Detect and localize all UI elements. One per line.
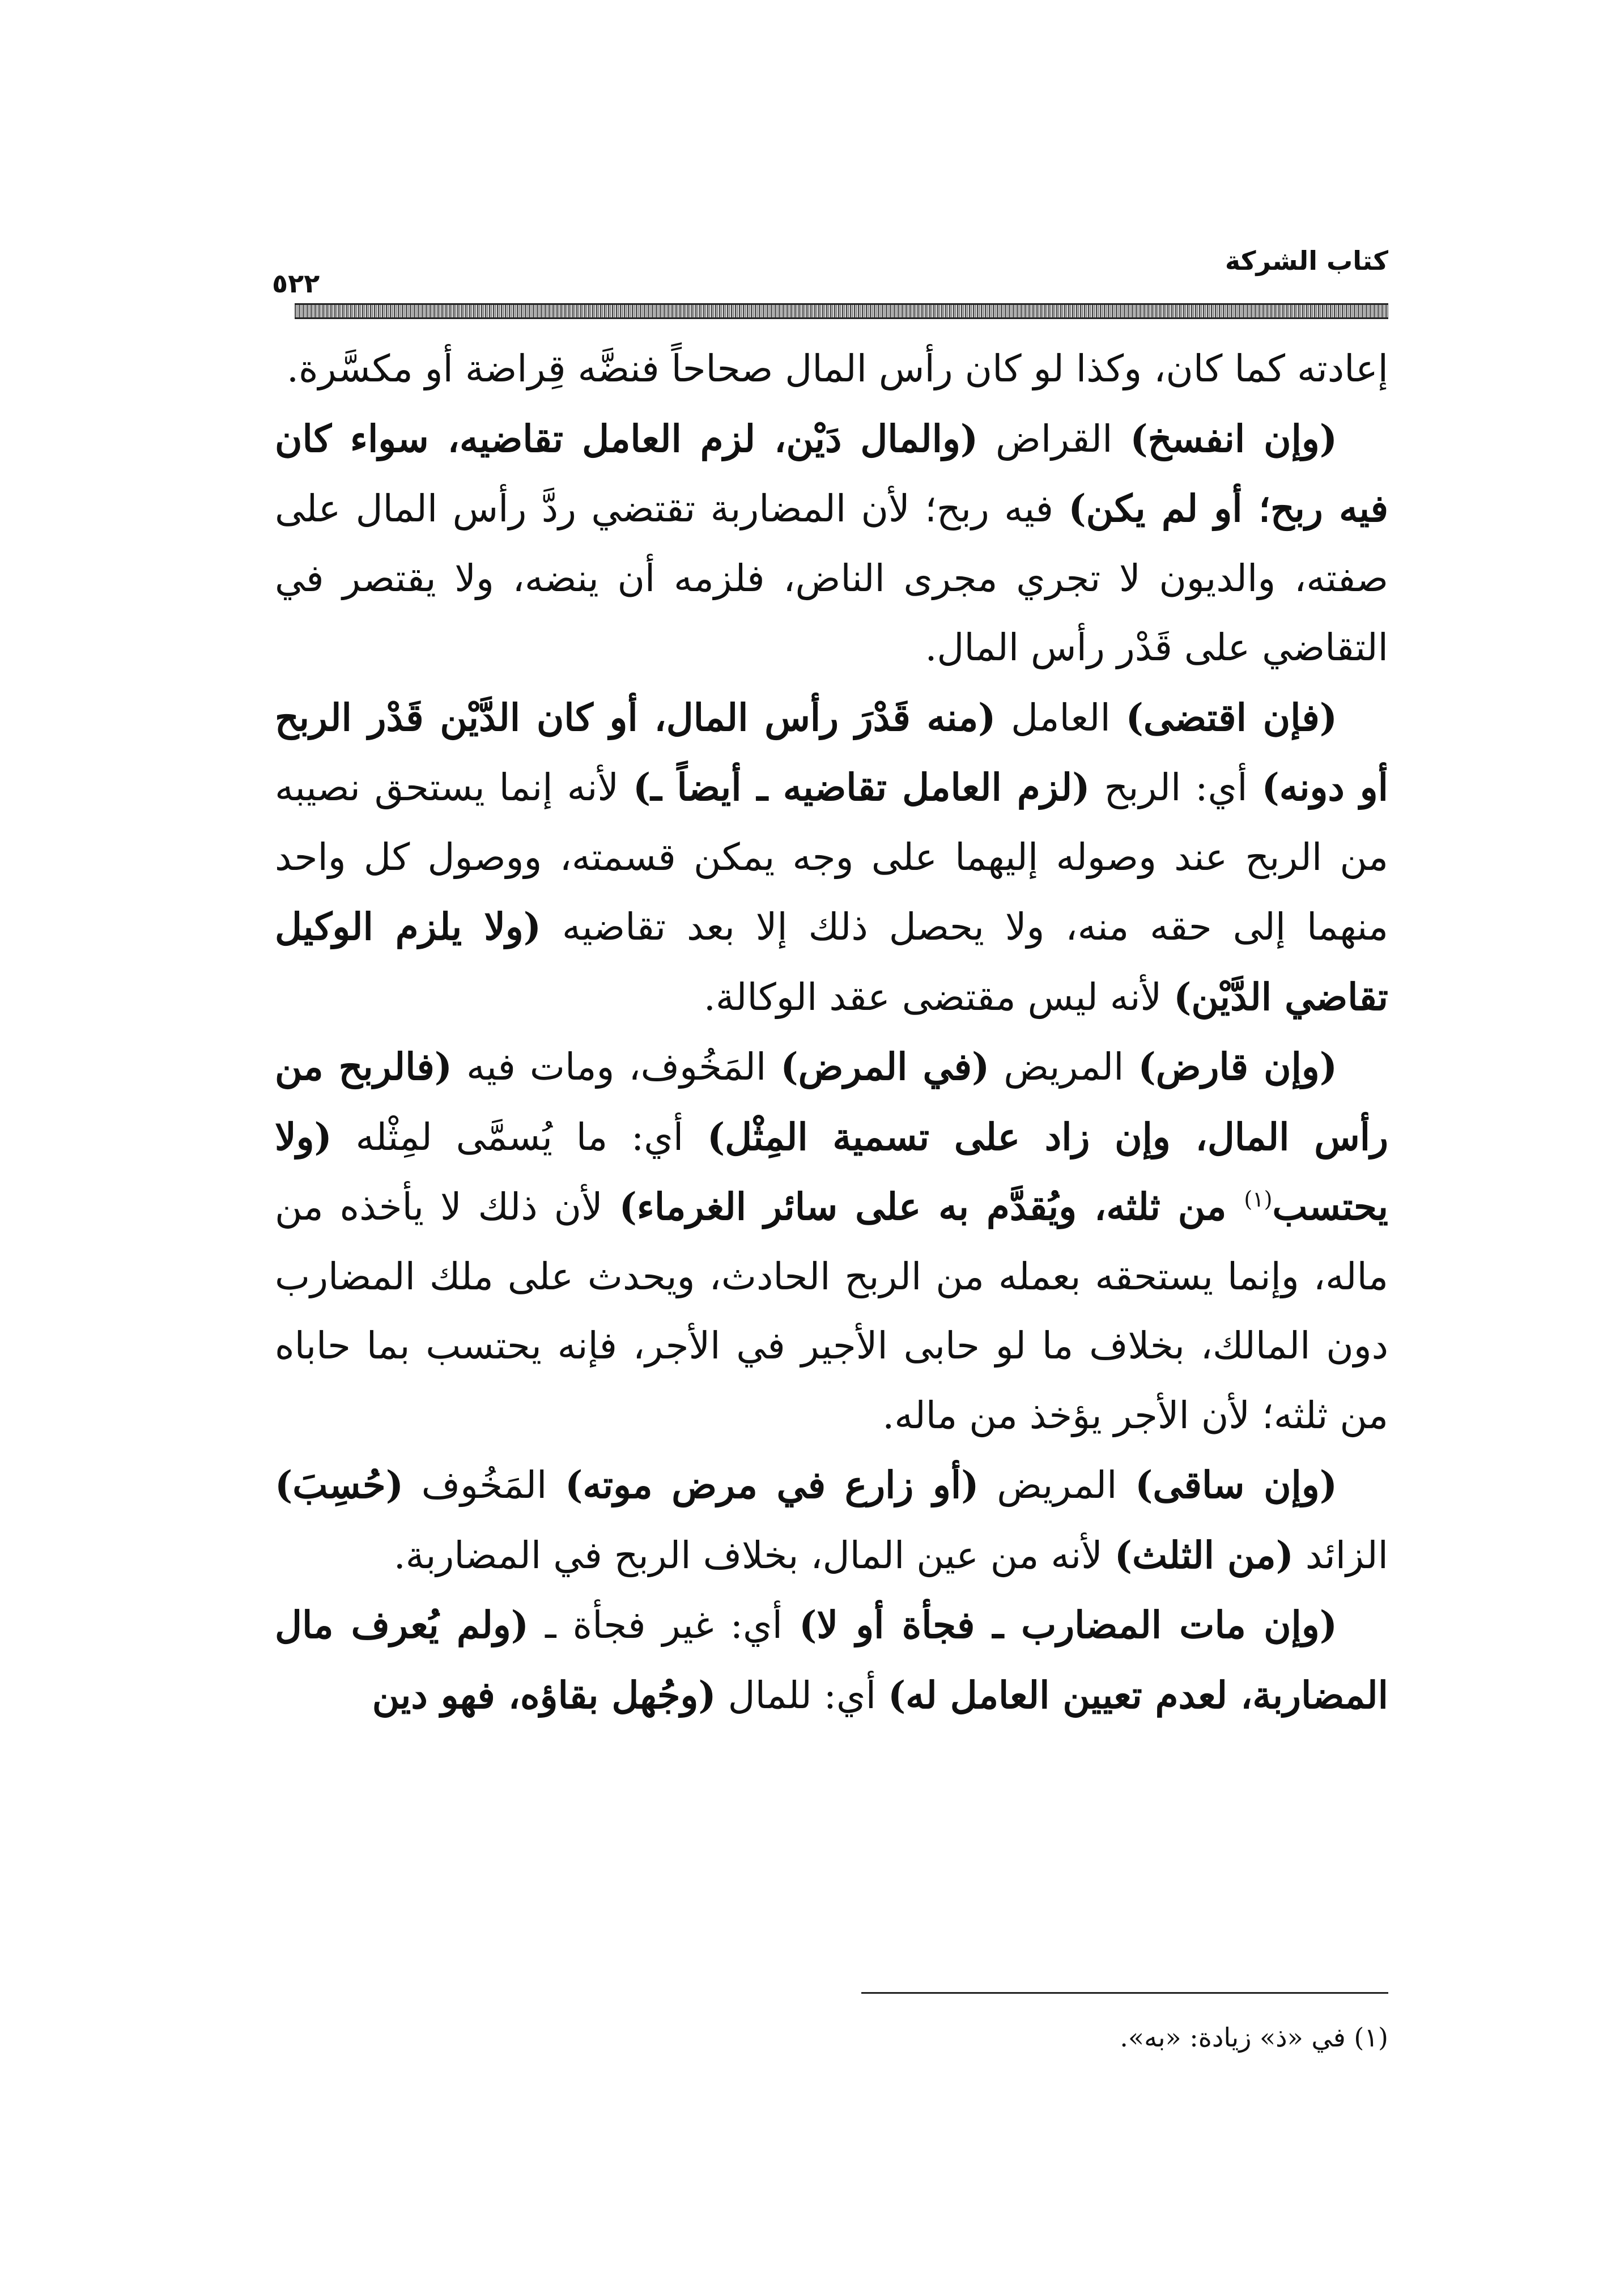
paragraph-6 — [275, 1590, 1388, 1730]
sharh-segment: المريض — [989, 1045, 1138, 1089]
main-text — [275, 334, 1388, 1730]
sharh-segment: المَخُوف — [403, 1463, 566, 1507]
matn-segment: (وإن انفسخ) — [1130, 416, 1338, 461]
matn-segment: (ولا يلزم الوكيل تقاضي الدَّيْن) — [275, 905, 1388, 1019]
sharh-segment: أي: ما يُسمَّى لمِثْله — [331, 1115, 707, 1159]
sharh-segment: المَخُوف، ومات فيه — [452, 1045, 781, 1089]
sharh-segment: الزائد — [1293, 1533, 1388, 1577]
sharh-segment: لأنه من عين المال، بخلاف الربح في المضاربة. — [393, 1533, 1115, 1577]
sharh-segment: لأنه إنما يستحق نصيبه من الربح عند وصوله إليهما على وجه يمكن قسمته، ووصول كل واحد منهما إلى حقه منه، ولا يحصل ذلك إلا بعد تقاضيه — [275, 766, 1388, 949]
sharh-segment: لأن ذلك لا يأخذه من ماله، وإنما يستحقه بعمله من الربح الحادث، ويحدث على ملك المضارب دون المالك، بخلاف ما لو حابى الأجير في الأجر، فإنه يحتسب بما حاباه من ثلثه؛ لأن الأجر يؤخذ من ماله. — [275, 1185, 1388, 1437]
matn-segment: (ولم يُعرف مال المضاربة، لعدم تعيين العامل له) — [275, 1603, 1388, 1717]
footnote-reference: (١) — [1244, 1187, 1273, 1212]
matn-segment: من ثلثه، ويُقدَّم به على سائر الغرماء) — [619, 1184, 1244, 1229]
paragraph-5 — [275, 1450, 1388, 1590]
sharh-segment: أي: للمال — [716, 1673, 888, 1717]
header-rule — [295, 303, 1388, 319]
matn-segment: (لزم العامل تقاضيه ـ أيضاً ـ) — [632, 765, 1090, 809]
matn-segment: (وإن مات المضارب ـ فجأة أو لا) — [799, 1603, 1337, 1647]
footnote-1: (١) في «ذ» زيادة: «به». — [1120, 2022, 1388, 2053]
sharh-segment: العامل — [996, 695, 1126, 740]
matn-segment: (من الثلث) — [1114, 1532, 1294, 1577]
sharh-segment: المريض — [979, 1463, 1136, 1507]
paragraph-4 — [275, 1032, 1388, 1450]
sharh-segment: أي: الربح — [1090, 766, 1262, 809]
footnote-separator — [861, 1992, 1388, 1994]
matn-segment: (فالربح من رأس المال، وإن زاد على تسمية المِثْل) — [275, 1044, 1389, 1159]
paragraph-1 — [275, 334, 1388, 404]
page-header — [272, 244, 1388, 300]
paragraph-2 — [275, 404, 1388, 683]
matn-segment: (أو زارع في مرض موته) — [565, 1463, 979, 1507]
matn-segment: (وإن قارض) — [1138, 1044, 1338, 1089]
matn-segment: (حُسِبَ) — [275, 1463, 403, 1507]
matn-segment: (منه قَدْرَ رأس المال، أو كان الدَّيْن قَدْر الربح أو دونه) — [275, 695, 1388, 809]
sharh-segment: فيه ربح؛ لأن المضاربة تقتضي ردَّ رأس المال على صفته، والديون لا تجري مجرى الناض، فلزمه أن ينضه، ولا يقتصر في التقاضي على قَدْر رأس المال. — [275, 487, 1388, 669]
matn-segment: (ولا يحتسب — [275, 1114, 1388, 1229]
matn-segment: (فإن اقتضى) — [1125, 695, 1337, 740]
page-number: ٥٢٢ — [272, 268, 320, 299]
matn-segment: (وإن ساقى) — [1135, 1463, 1337, 1507]
sharh-segment: لأنه ليس مقتضى عقد الوكالة. — [703, 975, 1174, 1019]
matn-segment: (والمال دَيْن، لزم العامل تقاضيه، سواء كان فيه ربح؛ أو لم يكن) — [275, 416, 1388, 530]
text-segment: إعادته كما كان، وكذا لو كان رأس المال صحاحاً فنضَّه قِراضة أو مكسَّرة. — [287, 347, 1388, 390]
sharh-segment: أي: غير فجأة ـ — [528, 1603, 800, 1647]
sharh-segment: القراض — [978, 417, 1130, 461]
matn-segment: (وجُهل بقاؤه، فهو دين — [372, 1672, 716, 1717]
matn-segment: (في المرض) — [780, 1044, 990, 1089]
paragraph-3 — [275, 683, 1388, 1033]
running-title: كتاب الشركة — [1225, 245, 1388, 276]
